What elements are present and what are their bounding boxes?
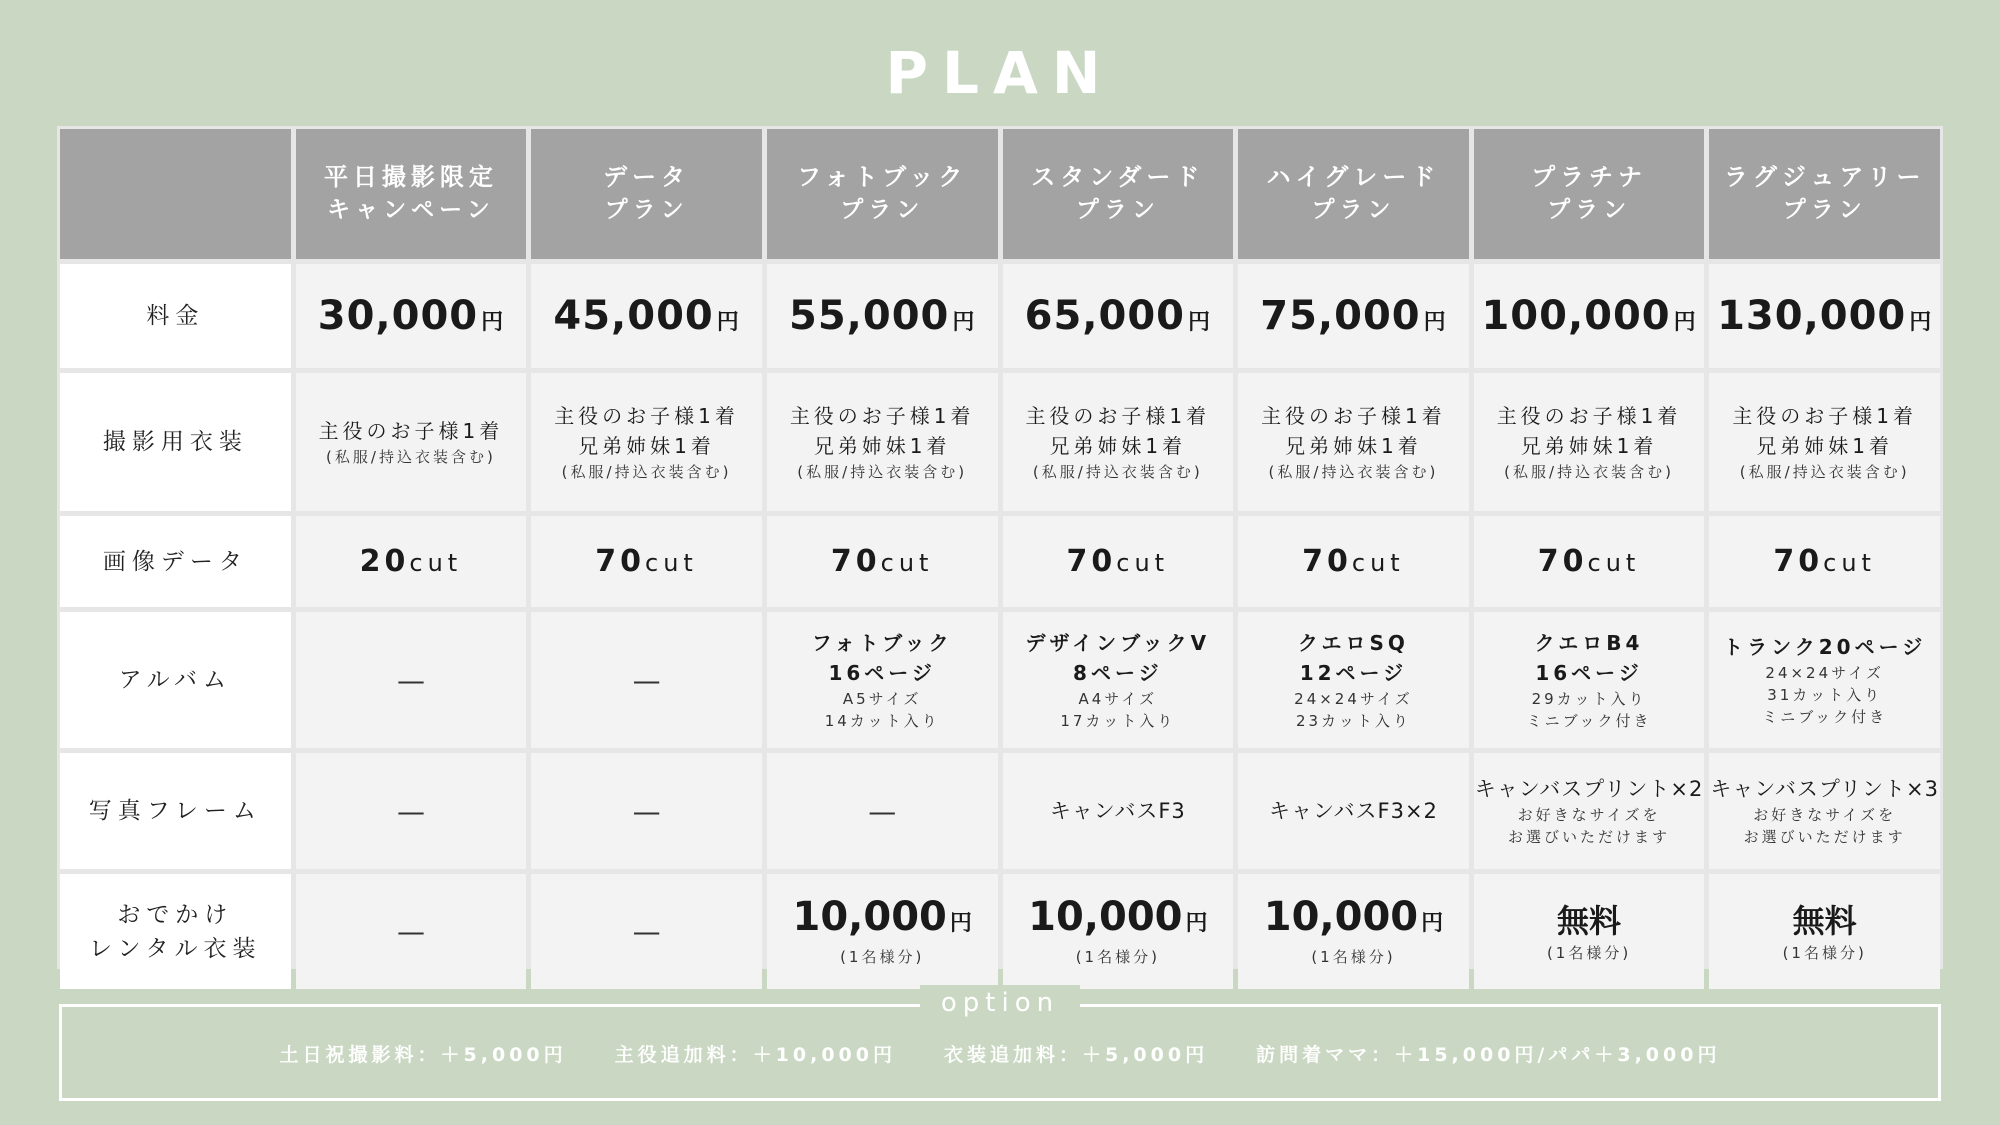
rental-price: 10,000: [792, 894, 947, 940]
costume-sibling: 兄弟姉妹1着: [1049, 434, 1187, 458]
frame-value: キャンバスプリント×3: [1710, 777, 1940, 801]
row-label-rental: [60, 874, 291, 989]
image-cell: [1474, 516, 1705, 607]
page-title: PLAN: [885, 39, 1115, 107]
rental-free: 無料: [1557, 901, 1622, 940]
costume-main: 主役のお子様1着: [789, 404, 975, 428]
option-item: 衣装追加料：＋5,000円: [943, 1044, 1209, 1066]
cut-count: 70: [1537, 544, 1588, 579]
cut-count: 70: [595, 544, 646, 579]
price-cell: [767, 264, 998, 368]
frame-note: お選びいただけます: [1743, 828, 1906, 846]
yen-unit: 円: [1187, 310, 1211, 335]
album-title: フォトブック: [811, 631, 953, 655]
image-cell: [1709, 516, 1940, 607]
rental-price: 10,000: [1028, 894, 1183, 940]
album-note: 24×24サイズ: [1765, 664, 1884, 682]
plan-header: [1709, 129, 1940, 259]
album-pages: 16ページ: [828, 661, 936, 685]
album-note: 29カット入り: [1531, 690, 1647, 708]
image-cell: [1238, 516, 1469, 607]
yen-unit: 円: [1673, 310, 1697, 335]
row-label-frame: 写真フレーム: [60, 753, 291, 869]
cut-count: 70: [1066, 544, 1117, 579]
album-title: デザインブックV: [1025, 631, 1211, 655]
yen-unit: 円: [1185, 911, 1208, 936]
frame-value: キャンバスF3: [1049, 799, 1186, 823]
yen-unit: 円: [716, 310, 740, 335]
plan-header-line1: フォトブック: [796, 163, 968, 191]
yen-unit: 円: [1909, 310, 1933, 335]
album-cell: [1474, 612, 1705, 748]
rental-note: (1名様分): [1075, 948, 1160, 966]
album-note: 31カット入り: [1767, 686, 1883, 704]
yen-unit: 円: [1423, 310, 1447, 335]
album-cell: [1003, 612, 1234, 748]
frame-cell: [296, 753, 527, 869]
frame-cell: [1003, 753, 1234, 869]
plan-header-line2: プラン: [1075, 197, 1160, 223]
price-cell: [1709, 264, 1940, 368]
option-item: 訪問着ママ：＋15,000円/パパ＋3,000円: [1256, 1044, 1721, 1066]
rental-cell: [296, 874, 527, 989]
plan-header: [1238, 129, 1469, 259]
costume-main: 主役のお子様1着: [318, 419, 504, 443]
album-pages: 8ページ: [1073, 661, 1163, 685]
cut-unit: cut: [1116, 549, 1170, 577]
yen-unit: 円: [481, 310, 505, 335]
row-label-rental-line2: レンタル衣装: [89, 935, 262, 962]
album-title: クエロB4: [1534, 631, 1644, 655]
album-note: 14カット入り: [824, 712, 940, 730]
album-cell: [296, 612, 527, 748]
costume-main: 主役のお子様1着: [1496, 404, 1682, 428]
rental-cell: [531, 874, 762, 989]
dash: —: [632, 915, 661, 948]
cut-unit: cut: [1823, 549, 1876, 577]
rental-note: (1名様分): [1311, 948, 1396, 966]
costume-main: 主役のお子様1着: [1261, 404, 1446, 428]
option-items: [59, 1040, 1941, 1067]
price-cell: [1474, 264, 1705, 368]
costume-cell: [1474, 373, 1705, 511]
costume-sibling: 兄弟姉妹1着: [1756, 434, 1894, 458]
dash: —: [868, 794, 897, 828]
price-value: 130,000: [1717, 293, 1907, 339]
plan-header-line2: プラン: [604, 197, 689, 223]
plan-header-line1: スタンダード: [1031, 163, 1205, 191]
price-value: 45,000: [553, 293, 714, 339]
plan-header: [296, 129, 527, 259]
rental-price: 10,000: [1263, 894, 1419, 940]
yen-unit: 円: [952, 310, 976, 335]
price-value: 100,000: [1481, 293, 1671, 339]
costume-note: (私服/持込衣装含む): [1032, 463, 1203, 481]
plan-table: [57, 126, 1943, 969]
album-cell: [1238, 612, 1469, 748]
dash: —: [396, 915, 425, 948]
image-cell: [531, 516, 762, 607]
plan-header: [767, 129, 998, 259]
cut-count: 70: [1302, 544, 1352, 579]
costume-note: (私服/持込衣装含む): [1739, 463, 1910, 481]
row-label-costume: 撮影用衣装: [60, 373, 291, 511]
plan-header-line2: キャンペーン: [327, 197, 495, 223]
plan-header-line1: ハイグレード: [1266, 163, 1441, 191]
rental-note: (1名様分): [1782, 943, 1867, 962]
rental-free: 無料: [1792, 901, 1857, 940]
frame-note: お好きなサイズを: [1753, 806, 1897, 824]
cut-unit: cut: [409, 549, 463, 577]
price-value: 65,000: [1024, 293, 1185, 339]
price-value: 75,000: [1260, 293, 1421, 339]
album-note: A4サイズ: [1078, 690, 1158, 708]
plan-header-line1: データ: [603, 163, 691, 191]
cut-unit: cut: [1351, 549, 1405, 577]
row-label-rental-line1: おでかけ: [117, 901, 234, 928]
yen-unit: 円: [1421, 911, 1444, 936]
dash: —: [632, 663, 661, 697]
price-cell: [1238, 264, 1469, 368]
yen-unit: 円: [949, 911, 972, 936]
plan-header: [1474, 129, 1705, 259]
rental-cell: [1003, 874, 1234, 989]
costume-main: 主役のお子様1着: [554, 404, 739, 428]
rental-note: (1名様分): [1546, 943, 1632, 962]
dash: —: [396, 663, 425, 697]
album-cell: [531, 612, 762, 748]
cut-unit: cut: [880, 549, 934, 577]
plan-header-line1: 平日撮影限定: [323, 163, 498, 191]
frame-cell: [1709, 753, 1940, 869]
costume-main: 主役のお子様1着: [1732, 404, 1918, 428]
album-pages: 16ページ: [1535, 661, 1643, 685]
rental-cell: [767, 874, 998, 989]
plan-header-line1: ラグジュアリー: [1723, 163, 1926, 191]
costume-note: (私服/持込衣装含む): [1268, 463, 1439, 481]
costume-note: (私服/持込衣装含む): [326, 448, 496, 466]
image-cell: [1003, 516, 1234, 607]
option-item: 主役追加料：＋10,000円: [614, 1044, 896, 1066]
plan-header: [1003, 129, 1234, 259]
cut-unit: cut: [1587, 549, 1641, 577]
album-pages: 12ページ: [1299, 661, 1408, 685]
costume-cell: [1003, 373, 1234, 511]
costume-cell: [1709, 373, 1940, 511]
frame-note: お選びいただけます: [1508, 828, 1671, 846]
frame-cell: [531, 753, 762, 869]
price-value: 55,000: [789, 293, 950, 339]
price-cell: [296, 264, 527, 368]
album-note: A5サイズ: [842, 690, 922, 708]
costume-note: (私服/持込衣装含む): [1504, 463, 1674, 481]
album-cell: [1709, 612, 1940, 748]
album-note: 17カット入り: [1060, 712, 1176, 730]
plan-header: [531, 129, 762, 259]
cut-unit: cut: [645, 549, 698, 577]
costume-note: (私服/持込衣装含む): [797, 463, 968, 481]
album-note: 24×24サイズ: [1294, 690, 1413, 708]
plan-header-line1: プラチナ: [1531, 163, 1648, 191]
costume-cell: [767, 373, 998, 511]
rental-cell: [1474, 874, 1705, 989]
cut-count: 20: [359, 544, 410, 579]
frame-cell: [767, 753, 998, 869]
dash: —: [632, 794, 661, 828]
frame-cell: [1238, 753, 1469, 869]
frame-value: キャンバスF3×2: [1268, 799, 1438, 823]
image-cell: [767, 516, 998, 607]
costume-main: 主役のお子様1着: [1025, 404, 1211, 428]
frame-cell: [1474, 753, 1705, 869]
row-label-album: アルバム: [60, 612, 291, 748]
plan-header-line2: プラン: [1547, 197, 1632, 223]
table-corner: [60, 129, 291, 259]
rental-cell: [1709, 874, 1940, 989]
dash: —: [396, 794, 425, 828]
plan-header-line2: プラン: [840, 197, 925, 223]
image-cell: [296, 516, 527, 607]
cut-count: 70: [1773, 544, 1824, 579]
plan-header-line2: プラン: [1782, 197, 1867, 223]
album-note: ミニブック付き: [1762, 708, 1888, 726]
frame-note: お好きなサイズを: [1517, 806, 1661, 824]
price-cell: [1003, 264, 1234, 368]
costume-sibling: 兄弟姉妹1着: [1520, 434, 1658, 458]
option-label: option: [920, 985, 1080, 1021]
plan-header-line2: プラン: [1311, 197, 1396, 223]
row-label-image: 画像データ: [60, 516, 291, 607]
album-title: トランク20ページ: [1723, 635, 1927, 659]
price-cell: [531, 264, 762, 368]
costume-cell: [1238, 373, 1469, 511]
frame-value: キャンバスプリント×2: [1474, 777, 1704, 801]
price-value: 30,000: [317, 293, 479, 339]
album-note: 23カット入り: [1295, 712, 1411, 730]
costume-note: (私服/持込衣装含む): [561, 463, 732, 481]
row-label-price: 料金: [60, 264, 291, 368]
costume-cell: [296, 373, 527, 511]
album-cell: [767, 612, 998, 748]
costume-sibling: 兄弟姉妹1着: [578, 434, 715, 458]
costume-sibling: 兄弟姉妹1着: [1285, 434, 1422, 458]
option-item: 土日祝撮影料：＋5,000円: [279, 1044, 567, 1066]
rental-note: (1名様分): [840, 948, 925, 966]
album-note: ミニブック付き: [1526, 712, 1652, 730]
costume-cell: [531, 373, 762, 511]
album-title: クエロSQ: [1297, 631, 1409, 655]
cut-count: 70: [830, 544, 881, 579]
rental-cell: [1238, 874, 1469, 989]
costume-sibling: 兄弟姉妹1着: [813, 434, 951, 458]
